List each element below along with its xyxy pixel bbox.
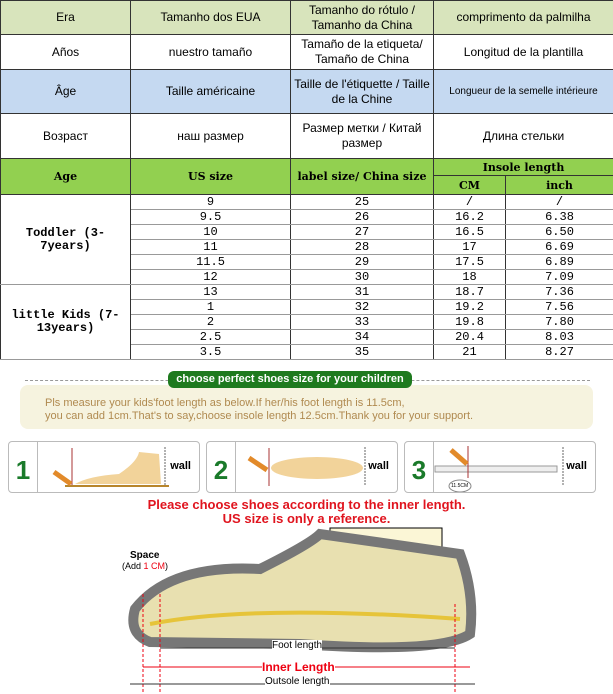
wall-label: wall (170, 460, 191, 472)
table-cell: 7.09 (506, 270, 613, 285)
add-value: 1 CM (143, 561, 166, 571)
col-inch: inch (506, 176, 613, 195)
cell: Длина стельки (434, 114, 613, 159)
table-cell: 17.5 (434, 255, 506, 270)
step-number: 3 (405, 442, 434, 492)
cell: comprimento da palmilha (434, 1, 613, 35)
col-age: Age (1, 159, 131, 195)
table-cell: 35 (291, 345, 434, 360)
table-cell: 29 (291, 255, 434, 270)
space-label: Space (130, 550, 160, 561)
table-cell: / (434, 195, 506, 210)
age-group: Toddler (3-7years) (1, 195, 131, 285)
outsole-length-label: Outsole length (265, 676, 330, 687)
cell: Taille de l'étiquette / Taille de la Chine (291, 70, 434, 114)
foot-length-label: Foot length (272, 640, 323, 651)
warning-line-1: Please choose shoes according to the inner length. (147, 497, 466, 512)
wall-label: wall (566, 460, 587, 472)
table-cell: 16.5 (434, 225, 506, 240)
table-cell: 17 (434, 240, 506, 255)
cell: Âge (1, 70, 131, 114)
table-cell: 6.50 (506, 225, 613, 240)
cell: Tamaño de la etiqueta/ Tamaño de China (291, 35, 434, 70)
table-cell: 6.89 (506, 255, 613, 270)
cell: Возраст (1, 114, 131, 159)
table-cell: 11 (131, 240, 291, 255)
col-us: US size (131, 159, 291, 195)
guide-banner: choose perfect shoes size for your children (168, 371, 412, 388)
table-cell: 7.80 (506, 315, 613, 330)
table-cell: / (506, 195, 613, 210)
table-cell: 19.2 (434, 300, 506, 315)
table-cell: 8.03 (506, 330, 613, 345)
guide-note (20, 385, 593, 429)
step-3 (404, 441, 596, 493)
table-cell: 30 (291, 270, 434, 285)
table-cell: 32 (291, 300, 434, 315)
col-cm: CM (434, 176, 506, 195)
ruler-mark: 11.5CM (451, 483, 469, 489)
step-number: 2 (207, 442, 236, 492)
table-cell: 2 (131, 315, 291, 330)
table-cell: 27 (291, 225, 434, 240)
table-cell: 20.4 (434, 330, 506, 345)
table-cell: 12 (131, 270, 291, 285)
table-cell: 16.2 (434, 210, 506, 225)
cell: Размер метки / Китай размер (291, 114, 434, 159)
table-cell: 18 (434, 270, 506, 285)
wall-label: wall (368, 460, 389, 472)
table-cell: 1 (131, 300, 291, 315)
table-cell: 9 (131, 195, 291, 210)
table-cell: 28 (291, 240, 434, 255)
table-cell: 26 (291, 210, 434, 225)
add-end: ) (165, 561, 169, 571)
table-cell: 8.27 (506, 345, 613, 360)
cell: Taille américaine (131, 70, 291, 114)
cell: Tamanho dos EUA (131, 1, 291, 35)
table-cell: 7.56 (506, 300, 613, 315)
table-cell: 34 (291, 330, 434, 345)
table-cell: 9.5 (131, 210, 291, 225)
table-cell: 3.5 (131, 345, 291, 360)
col-insole: Insole length (434, 159, 613, 176)
cell: Años (1, 35, 131, 70)
table-cell: 11.5 (131, 255, 291, 270)
add-label (122, 561, 168, 571)
table-cell: 7.36 (506, 285, 613, 300)
step-number: 1 (9, 442, 38, 492)
cell: Longitud de la plantilla (434, 35, 613, 70)
cell: наш размер (131, 114, 291, 159)
table-cell: 21 (434, 345, 506, 360)
col-label: label size/ China size (291, 159, 434, 195)
add-text: (Add (122, 561, 144, 571)
inner-length-label: Inner Length (262, 660, 335, 674)
cell: Longueur de la semelle intérieure (434, 70, 613, 114)
cell: Tamanho do rótulo / Tamanho da China (291, 1, 434, 35)
table-cell: 25 (291, 195, 434, 210)
cell: Era (1, 1, 131, 35)
warning-line-2: US size is only a reference. (222, 511, 391, 526)
step-1 (8, 441, 200, 493)
table-cell: 31 (291, 285, 434, 300)
table-cell: 2.5 (131, 330, 291, 345)
table-cell: 13 (131, 285, 291, 300)
table-cell: 6.38 (506, 210, 613, 225)
table-cell: 33 (291, 315, 434, 330)
note-line: Pls measure your kids'foot length as below.If her/his foot length is 11.5cm, (45, 397, 405, 409)
note-line: you can add 1cm.That's to say,choose insole length 12.5cm.Thank you for your support. (45, 410, 474, 422)
table-cell: 18.7 (434, 285, 506, 300)
table-cell: 10 (131, 225, 291, 240)
table-row (1, 285, 613, 300)
cell: nuestro tamaño (131, 35, 291, 70)
table-cell: 6.69 (506, 240, 613, 255)
age-group: little Kids (7-13years) (1, 285, 131, 360)
measure-guide (0, 368, 613, 694)
step-2 (206, 441, 398, 493)
table-row (1, 195, 613, 210)
table-cell: 19.8 (434, 315, 506, 330)
